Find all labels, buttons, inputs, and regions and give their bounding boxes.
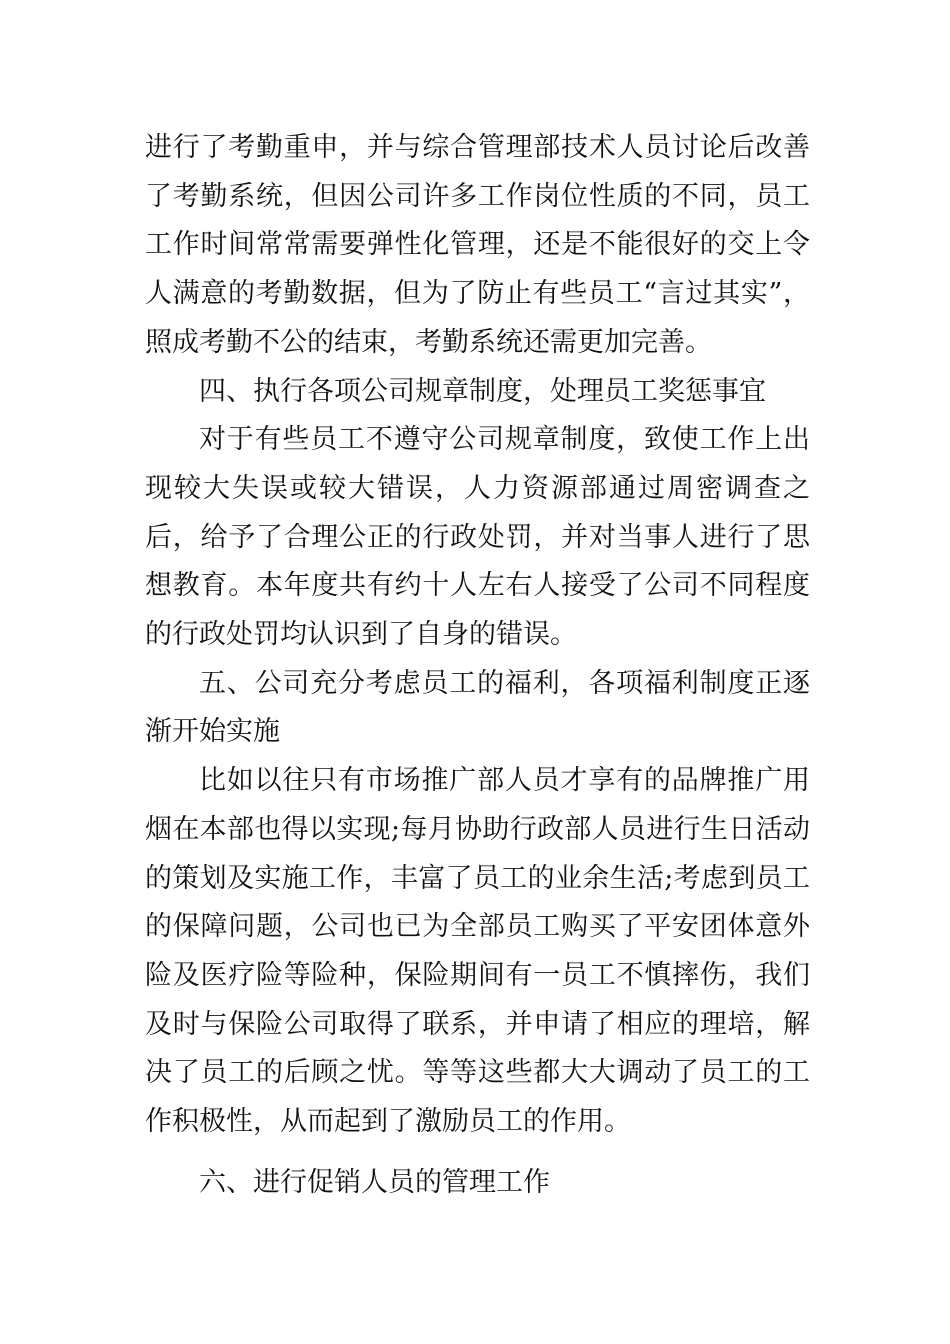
paragraph-welfare: 比如以往只有市场推广部人员才享有的品牌推广用烟在本部也得以实现;每月协助行政部人员进行生日活动的策划及实施工作，丰富了员工的业余生活;考虑到员工的保障问题，公司也已为全部员工购买了平安团体意外险及医疗险等险种，保险期间有一员工不慎摔伤，我们及时与保险公司取得了联系，并申请了相应的理培，解决了员工的后顾之忧。等等这些都大大调动了员工的工作积极性，从而起到了激励员工的作用。 — [145, 765, 810, 1138]
document-page — [145, 124, 810, 1207]
paragraph-discipline: 对于有些员工不遵守公司规章制度，致使工作上出现较大失误或较大错误，人力资源部通过周密调查之后，给予了合理公正的行政处罚，并对当事人进行了思想教育。本年度共有约十人左右人接受了公司不同程度的行政处罚均认识到了自身的错误。 — [145, 424, 810, 651]
paragraph-attendance-continuation: 进行了考勤重申，并与综合管理部技术人员讨论后改善了考勤系统，但因公司许多工作岗位性质的不同，员工工作时间常常需要弹性化管理，还是不能很好的交上令人满意的考勤数据，但为了防止有些员工“言过其实”，照成考勤不公的结束，考勤系统还需更加完善。 — [145, 132, 810, 358]
section-heading-five: 五、公司充分考虑员工的福利，各项福利制度正逐渐开始实施 — [145, 667, 810, 748]
section-heading-four: 四、执行各项公司规章制度，处理员工奖惩事宜 — [199, 375, 766, 407]
section-heading-six: 六、进行促销人员的管理工作 — [199, 1166, 550, 1198]
